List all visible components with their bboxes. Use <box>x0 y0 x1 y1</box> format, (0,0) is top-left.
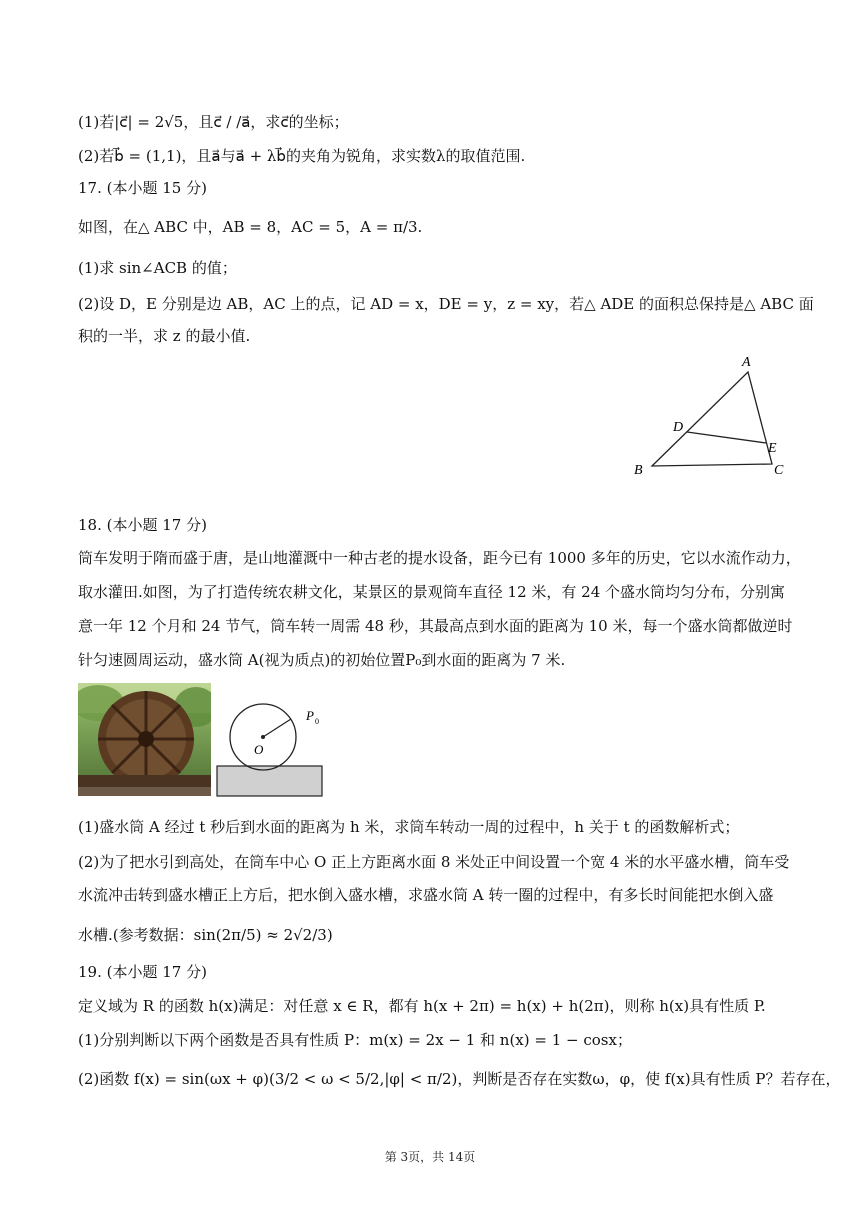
water-wheel-photo <box>78 683 211 796</box>
q18-heading: 18. (本小题 17 分) <box>78 516 207 534</box>
q18-paragraph-line1: 筒车发明于隋而盛于唐，是山地灌溉中一种古老的提水设备，距今已有 1000 多年的历史，它以水流作动力， <box>78 549 801 567</box>
q16-part2: (2)若b⃗ = (1,1)，且a⃗与a⃗ + λb⃗的夹角为锐角，求实数λ的取值范围. <box>78 147 526 165</box>
page-footer: 第 3页，共 14页 <box>384 1150 476 1164</box>
label-p0: P <box>306 708 314 723</box>
q19-heading: 19. (本小题 17 分) <box>78 963 207 981</box>
label-d: D <box>673 420 684 435</box>
q18-part2-line1: (2)为了把水引到高处，在筒车中心 O 正上方距离水面 8 米处正中间设置一个宽 4 米的水平盛水槽，筒车受 <box>78 853 790 871</box>
q17-part2-line2: 积的一半，求 z 的最小值. <box>78 327 251 345</box>
label-c: C <box>774 463 784 478</box>
q18-paragraph-line2: 取水灌田.如图，为了打造传统农耕文化，某景区的景观筒车直径 12 米，有 24 个盛水筒均匀分布，分别寓 <box>78 583 786 601</box>
q17-intro: 如图，在△ ABC 中，AB = 8，AC = 5，A = π/3. <box>78 218 423 236</box>
triangle-figure <box>628 348 798 483</box>
q18-part2-line3: 水槽.(参考数据：sin(2π/5) ≈ 2√2/3) <box>78 926 333 944</box>
center-point <box>261 735 265 739</box>
q18-paragraph-line4: 针匀速圆周运动，盛水筒 A(视为质点)的初始位置P₀到水面的距离为 7 米. <box>78 651 566 669</box>
label-b: B <box>634 463 643 478</box>
q17-part1: (1)求 sin∠ACB 的值； <box>78 259 237 277</box>
label-e: E <box>768 441 777 456</box>
q19-part1: (1)分别判断以下两个函数是否具有性质 P：m(x) = 2x − 1 和 n(x) = 1 − cosx； <box>78 1031 632 1049</box>
label-o: O <box>254 742 264 757</box>
q18-paragraph-line3: 意一年 12 个月和 24 节气，筒车转一周需 48 秒，其最高点到水面的距离为 10 米，每一个盛水筒都做逆时 <box>78 617 793 635</box>
q19-intro: 定义域为 R 的函数 h(x)满足：对任意 x ∈ R，都有 h(x + 2π) = h(x) + h(2π)，则称 h(x)具有性质 P. <box>78 997 766 1015</box>
radius-op0 <box>263 719 291 737</box>
water-wheel-drawing <box>78 683 211 796</box>
segment-de <box>687 432 766 443</box>
q19-part2: (2)函数 f(x) = sin(ωx + φ)(3/2 < ω < 5/2,|φ| < π/2)，判断是否存在实数ω，φ，使 f(x)具有性质 P？若存在， <box>78 1070 841 1088</box>
water-wheel-diagram <box>214 694 330 800</box>
water-surface <box>217 766 322 796</box>
q17-part2-line1: (2)设 D，E 分别是边 AB，AC 上的点，记 AD = x，DE = y，z = xy，若△ ADE 的面积总保持是△ ABC 面 <box>78 295 814 313</box>
q17-heading: 17. (本小题 15 分) <box>78 179 207 197</box>
q16-part1: (1)若|c⃗| = 2√5，且c⃗ / /a⃗，求c⃗的坐标； <box>78 113 349 131</box>
label-a: A <box>742 355 751 370</box>
q18-part1: (1)盛水筒 A 经过 t 秒后到水面的距离为 h 米，求筒车转动一周的过程中，h 关于 t 的函数解析式； <box>78 818 740 836</box>
label-p0-subscript: 0 <box>315 717 319 726</box>
q18-part2-line2: 水流冲击转到盛水槽正上方后，把水倒入盛水槽，求盛水筒 A 转一圈的过程中，有多长时间能把水倒入盛 <box>78 886 774 904</box>
triangle-abc <box>652 372 772 466</box>
